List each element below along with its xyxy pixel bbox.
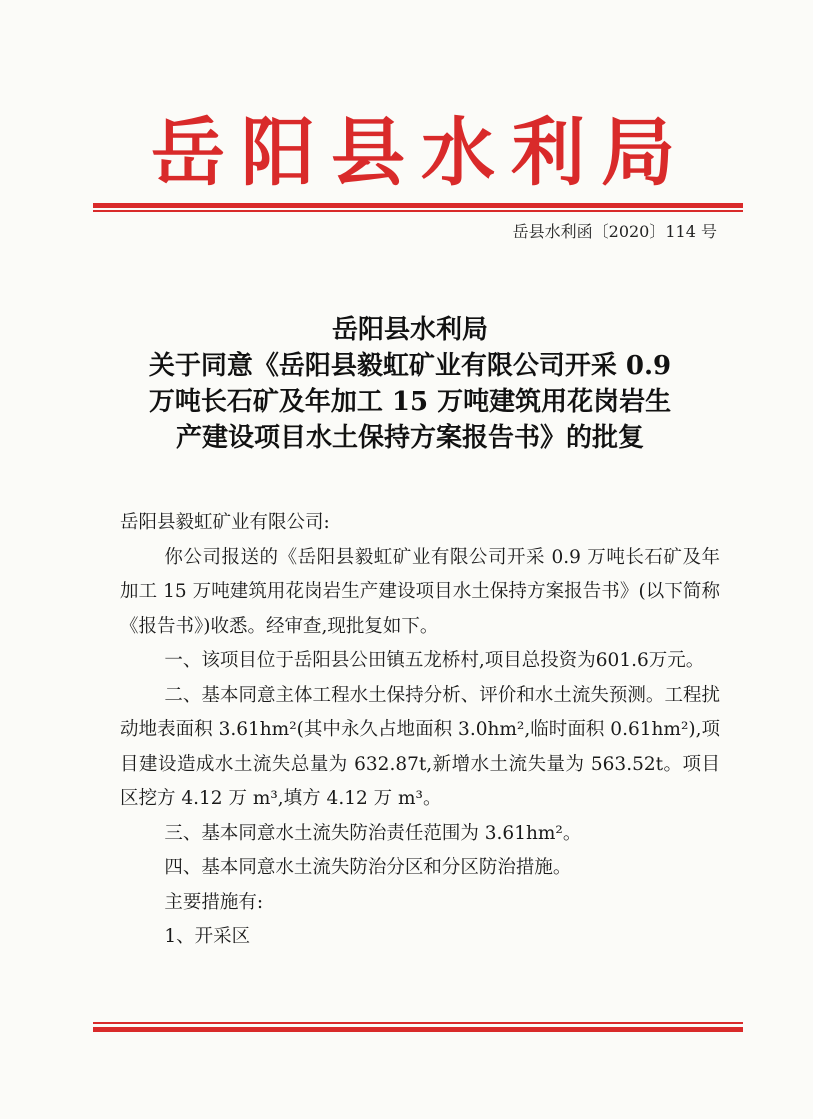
title-line-2: 关于同意《岳阳县毅虹矿业有限公司开采 0.9 [148,351,672,381]
header-divider-thin [93,210,743,212]
item-2-analysis: 二、基本同意主体工程水土保持分析、评价和水土流失预测。工程扰动地表面积 3.61hm²(其中永久占地面积 3.0hm²,临时面积 0.61hm²),项目建设造成水土流失总量为 632.87t,新增水土流失量为 563.52t。项目区挖方 4.12 万 m³,填方 4.12 万 m³。 [120,684,720,809]
salutation: 岳阳县毅虹矿业有限公司: [120,512,330,533]
header-divider-thick [93,203,743,208]
title-line-4: 产建设项目水土保持方案报告书》的批复 [175,423,644,453]
item-1-location: 一、该项目位于岳阳县公田镇五龙桥村,项目总投资为601.6万元。 [164,650,705,671]
footer-divider-thick [93,1027,743,1032]
item-4-zoning: 四、基本同意水土流失防治分区和分区防治措施。 [164,857,572,878]
title-line-1: 岳阳县水利局 [331,315,488,345]
measures-heading: 主要措施有: [164,891,264,913]
paragraph-receipt: 你公司报送的《岳阳县毅虹矿业有限公司开采 0.9 万吨长石矿及年加工 15 万吨建筑用花岗岩生产建设项目水土保持方案报告书》(以下简称《报告书》)收悉。经审查,现批复如下。 [120,546,720,637]
document-number: 岳县水利函〔2020〕114 号 [512,222,717,241]
footer-divider-thin [93,1022,743,1024]
title-line-3: 万吨长石矿及年加工 15 万吨建筑用花岗岩生 [148,387,672,417]
document-title [110,312,710,456]
document-body [120,506,720,955]
agency-header-title: 岳阳县水利局 [151,110,691,196]
item-3-scope: 三、基本同意水土流失防治责任范围为 3.61hm²。 [164,822,582,844]
sub-item-1: 1、开采区 [164,926,251,947]
